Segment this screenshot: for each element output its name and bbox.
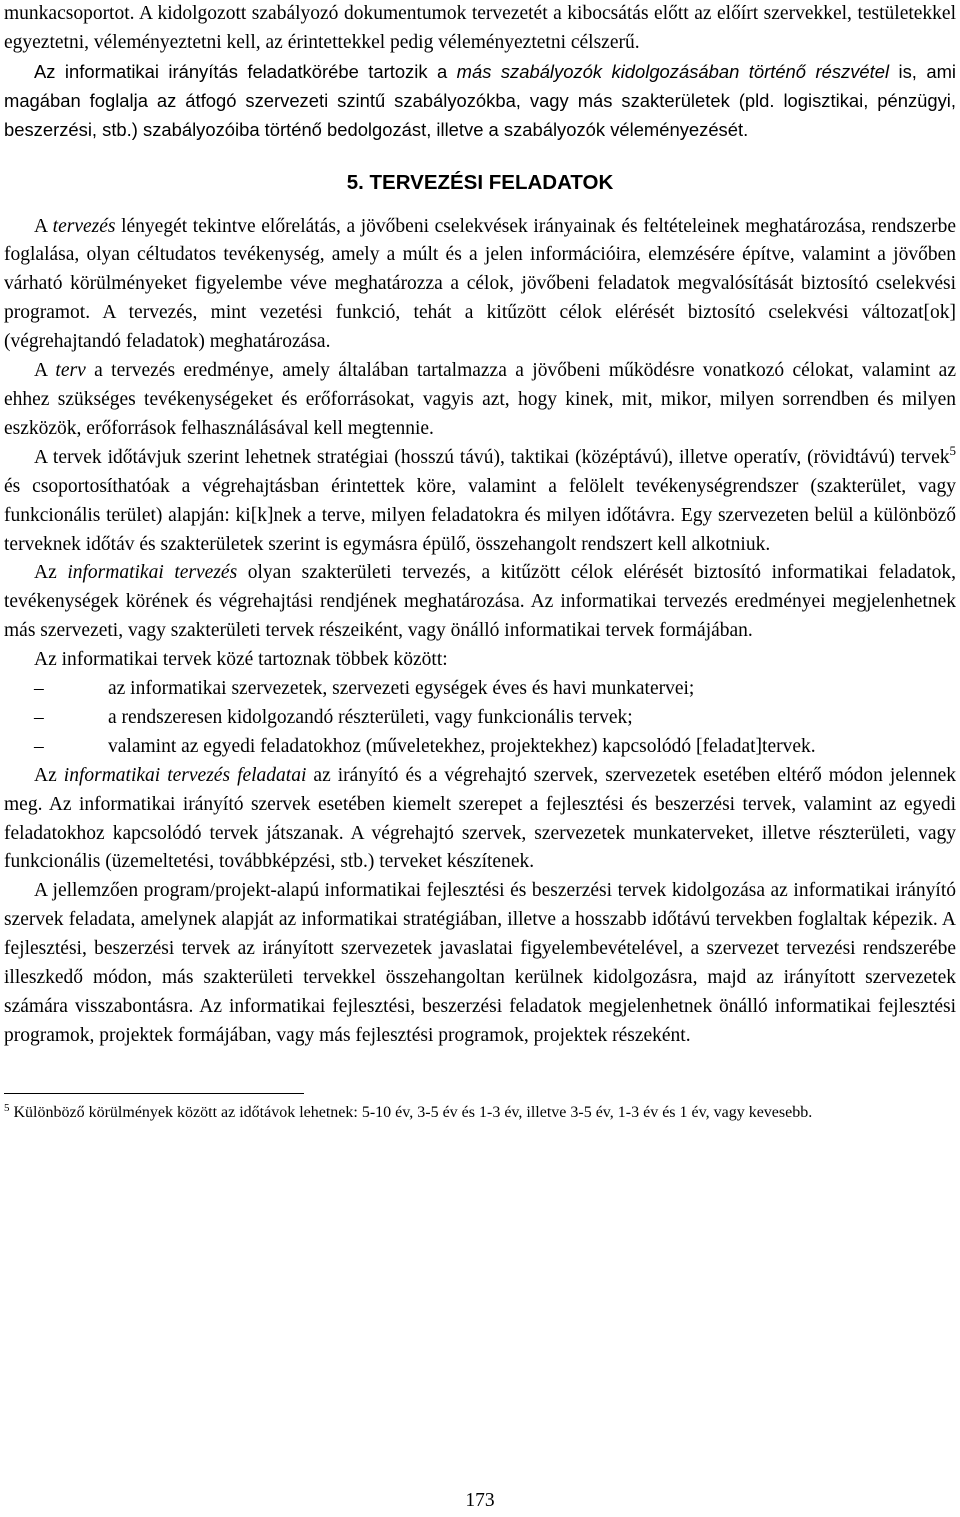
- list-item: – az informatikai szervezetek, szervezeti egységek éves és havi munkatervei;: [4, 675, 956, 704]
- emphasis-text: informatikai tervezés feladatai: [63, 764, 307, 786]
- paragraph-tervek-idotav: A tervek időtávjuk szerint lehetnek stratégiai (hosszú távú), taktikai (középtávú), illetve operatív, (rövidtávú) tervek$^5$ és csoportosíthatóak a végrehajtásban érintettek köre, valamint a felölelt tevékenységrendszer (szakterület, vagy funkcionális terület) alapján: ki[k]nek a terve, milyen feladatokra és milyen időtávra. Egy szervezeten belül a különböző terveknek időtáv és szakterületek szerint is egymásra épülő, összehangolt rendszert kell alkotniuk.: [4, 442, 956, 555]
- list-item: – a rendszeresen kidolgozandó részterületi, vagy funkcionális tervek;: [4, 704, 956, 733]
- dash-bullet: –: [34, 706, 44, 728]
- emphasis-text: informatikai tervezés: [67, 562, 238, 584]
- intro-paragraph-1: munkacsoportot. A kidolgozott szabályozó dokumentumok tervezetét a kibocsátás előtt az előírt szervekkel, testületekkel egyeztetni, véleményeztetni kell, az érintettekkel pedig véleményeztetni célszerű.: [4, 3, 956, 53]
- list-item: – valamint az egyedi feladatokhoz (műveletekhez, projektekhez) kapcsolódó [feladat]tervek.: [4, 733, 956, 762]
- paragraph-fejlesztesi-tervek: A jellemzően program/projekt-alapú informatikai fejlesztési és beszerzési tervek kidolgozása az informatikai irányító szervek feladata, amelynek alapját az informatikai stratégiában, illetve a hosszabb időtávú tervekben foglaltak képezik. A fejlesztési, beszerzési tervek az irányított szervezetek javaslatai figyelembevételével, a szervezet tervezési rendszerébe illeszkedő módon, más szakterületi tervekkel összehangoltan kerülnek kidolgozásra, majd az irányított szervezetek számára visszabontásra. Az informatikai fejlesztési, beszerzési feladatok megjelenhetnek önálló informatikai fejlesztési programok, projektek formájában, vagy más fejlesztési programok, projektek részeként.: [4, 880, 956, 1046]
- footnote-reference[interactable]: 5: [949, 442, 956, 458]
- plan-types-list: [4, 675, 956, 762]
- paragraph-terv: A terv a tervezés eredménye, amely általában tartalmazza a jövőbeni működésre vonatkozó célokat, valamint az ehhez szükséges tevékenységeket és erőforrásokat, vagyis azt, hogy kinek, mit, mikor, milyen sorrendben és milyen eszközök, erőforrások felhasználásával kell megtennie.: [4, 360, 956, 439]
- paragraph-tervezes-feladatai: Az informatikai tervezés feladatai az irányító és a végrehajtó szervek, szervezetek esetében eltérő módon jelennek meg. Az informatikai irányító szervek esetében kiemelt szerepet a fejlesztési és beszerzési tervek, valamint az egyedi feladatokhoz kapcsolódó tervek játszanak. A végrehajtó szervek, szervezetek munkaterveket, illetve részterületi, vagy funkcionális (üzemeltetési, továbbképzési, stb.) terveket készítenek.: [4, 764, 956, 873]
- emphasis-text: terv: [55, 360, 86, 382]
- page-number: 173: [465, 1490, 495, 1511]
- paragraph-tervezes: A tervezés lényegét tekintve előrelátás, a jövőbeni cselekvések irányainak és feltételeinek meghatározása, rendszerbe foglalása, olyan céltudatos tevékenység, amely a múlt és a jelen információira, elemzésére építve, valamint a jövőben várható körülményeket figyelembe véve meghatározza a célok, jövőbeni feladatok megvalósítását biztosító cselekvési programot. A tervezés, mint vezetési funkció, tehát a kitűzött célok elérését biztosító cselekvési változat[ok] (végrehajtandó feladatok) meghatározása.: [4, 215, 956, 353]
- emphasis-text: más szabályozók kidolgozásában történő részvétel: [456, 60, 890, 82]
- section-heading: 5. TERVEZÉSI FELADATOK: [346, 170, 614, 194]
- dash-bullet: –: [34, 678, 44, 700]
- paragraph-informatikai-tervezes: Az informatikai tervezés olyan szakterületi tervezés, a kitűzött célok elérését biztosító informatikai feladatok, tevékenységek körének és végrehajtási rendjének meghatározása. Az informatikai tervezés eredményei megjelenhetnek más szervezeti, vagy szakterületi tervek részeiként, vagy önálló informatikai tervek formájában.: [4, 562, 956, 642]
- footnote-divider: [4, 1093, 304, 1094]
- document-page: [4, 0, 956, 1123]
- paragraph-list-intro: Az informatikai tervek közé tartoznak többek között:: [34, 649, 448, 671]
- dash-bullet: –: [34, 735, 44, 757]
- emphasis-text: tervezés: [52, 215, 116, 237]
- footnote: $^5$ Különböző körülmények között az időtávok lehetnek: 5-10 év, 3-5 év és 1-3 év, illetve 3-5 év, 1-3 év és 1 év, vagy kevesebb.: [4, 1101, 813, 1121]
- footnote-mark: 5: [4, 1101, 10, 1114]
- intro-paragraph-2: Az informatikai irányítás feladatkörébe tartozik a más szabályozók kidolgozásában történő részvétel is, ami magában foglalja az átfogó szervezeti szintű szabályozókba, vagy más szakterületek (pld. logisztikai, pénzügyi, beszerzési, stb.) szabályozóiba történő bedolgozást, illetve a szabályozók véleményezését.: [4, 60, 956, 140]
